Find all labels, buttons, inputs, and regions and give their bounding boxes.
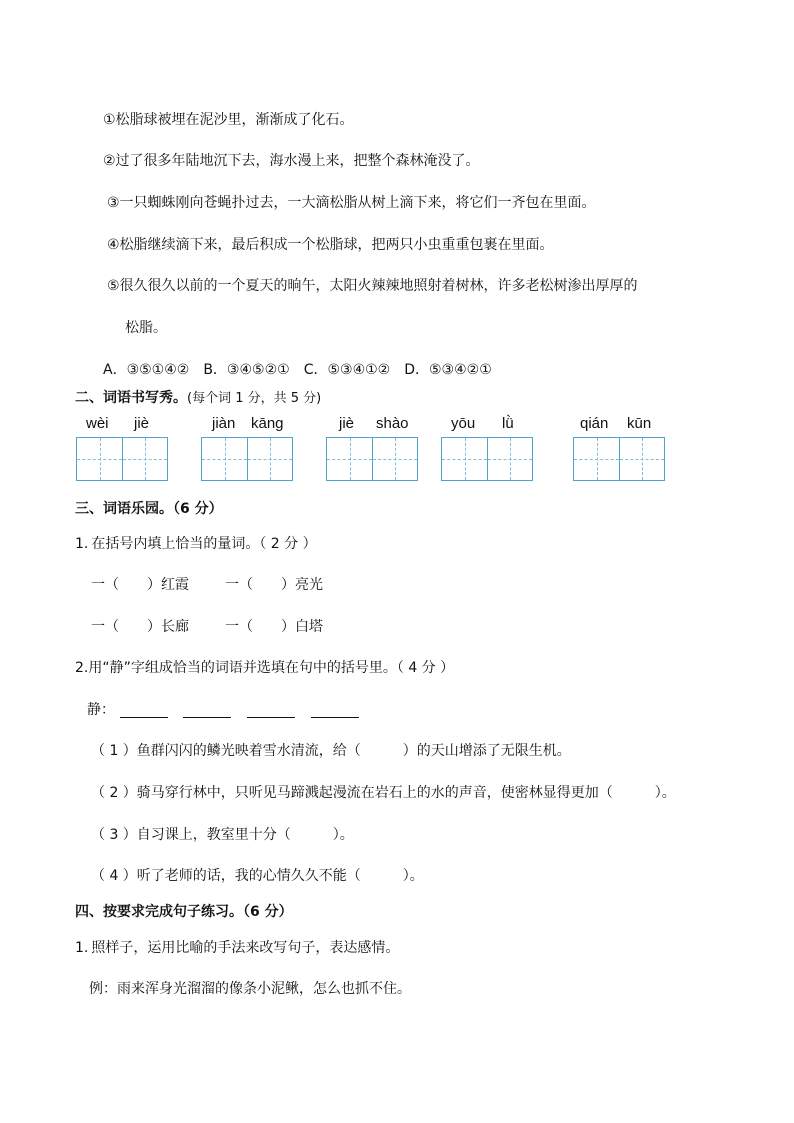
order-item-2: ②过了很多年陆地沉下去，海水漫上来，把整个森林淹没了。	[103, 153, 480, 169]
s4-q1-example: 例：雨来浑身光溜溜的像条小泥鳅，怎么也抓不住。	[89, 981, 411, 997]
writing-cell[interactable]	[442, 438, 487, 480]
writing-grid-1[interactable]	[76, 437, 168, 481]
measure-word-4: 一（ ）白塔	[225, 619, 323, 635]
answer-blank-2[interactable]	[183, 716, 231, 718]
section4-title: 四、按要求完成句子练习。（6 分）	[75, 904, 293, 920]
pinyin-4a: yōu	[451, 415, 476, 432]
jing-sentence-2: （ 2 ）骑马穿行林中，只听见马蹄溅起漫流在岩石上的水的声音，使密林显得更加（ ）。	[91, 785, 676, 801]
writing-cell[interactable]	[122, 438, 167, 480]
answer-blank-4[interactable]	[311, 716, 359, 718]
s4-q1-text: 照样子，运用比喻的手法来改写句子，表达感情。	[91, 940, 400, 956]
pinyin-3b: shào	[376, 415, 409, 432]
measure-word-2: 一（ ）亮光	[225, 577, 323, 593]
writing-cell[interactable]	[487, 438, 532, 480]
writing-grid-2[interactable]	[201, 437, 293, 481]
pinyin-1a: wèi	[86, 415, 109, 432]
order-item-3: ③一只蜘蛛刚向苍蝇扑过去，一大滴松脂从树上滴下来，将它们一齐包在里面。	[107, 195, 596, 211]
writing-cell[interactable]	[77, 438, 122, 480]
writing-grid-4[interactable]	[441, 437, 533, 481]
writing-cell[interactable]	[619, 438, 664, 480]
s3-q1-number: 1.	[75, 536, 89, 552]
jing-sentence-4: （ 4 ）听了老师的话，我的心情久久不能（ ）。	[91, 868, 424, 884]
pinyin-2b: kāng	[251, 415, 284, 432]
pinyin-3a: jiè	[339, 415, 355, 432]
order-item-5-cont: 松脂。	[125, 320, 167, 336]
s3-q2-number: 2.	[75, 660, 89, 676]
s3-q1-line	[75, 535, 317, 553]
answer-blank-3[interactable]	[247, 716, 295, 718]
writing-cell[interactable]	[247, 438, 292, 480]
s4-q1-line	[75, 939, 399, 957]
s3-q1-text: 在括号内填上恰当的量词。（ 2 分 ）	[91, 536, 317, 552]
section2-heading: 二、词语书写秀。	[75, 390, 187, 406]
pinyin-4b: lǜ	[502, 415, 514, 432]
writing-grid-5[interactable]	[573, 437, 665, 481]
pinyin-2a: jiàn	[212, 415, 236, 432]
order-item-1: ①松脂球被埋在泥沙里，渐渐成了化石。	[103, 112, 354, 128]
measure-word-3: 一（ ）长廊	[91, 619, 189, 635]
measure-word-1: 一（ ）红霞	[91, 577, 189, 593]
order-item-5: ⑤很久很久以前的一个夏天的晌午，太阳火辣辣地照射着树林，许多老松树渗出厚厚的	[107, 278, 638, 294]
order-item-4: ④松脂继续滴下来，最后积成一个松脂球，把两只小虫重重包裹在里面。	[107, 237, 554, 253]
jing-label: 静：	[87, 702, 115, 718]
section2-title	[75, 389, 321, 408]
answer-blank-1[interactable]	[120, 716, 168, 718]
section3-title: 三、词语乐园。（6 分）	[75, 501, 223, 517]
pinyin-5a: qián	[580, 415, 609, 432]
writing-cell[interactable]	[574, 438, 619, 480]
writing-cell[interactable]	[327, 438, 372, 480]
writing-grid-3[interactable]	[326, 437, 418, 481]
order-options: A．③⑤①④② B．③④⑤②① C．⑤③④①② D．⑤③④②①	[103, 362, 492, 378]
pinyin-1b: jiè	[134, 415, 150, 432]
s4-q1-number: 1.	[75, 940, 89, 956]
s3-q2-text: 用“静”字组成恰当的词语并选填在句中的括号里。（ 4 分 ）	[88, 660, 455, 676]
writing-cell[interactable]	[202, 438, 247, 480]
pinyin-5b: kūn	[627, 415, 652, 432]
s3-q2-line	[75, 659, 454, 677]
writing-cell[interactable]	[372, 438, 417, 480]
jing-sentence-1: （ 1 ）鱼群闪闪的鳞光映着雪水清流，给（ ）的天山增添了无限生机。	[91, 743, 571, 759]
section2-score-note: (每个词 1 分，共 5 分)	[187, 391, 322, 406]
jing-sentence-3: （ 3 ）自习课上，教室里十分（ ）。	[91, 827, 354, 843]
